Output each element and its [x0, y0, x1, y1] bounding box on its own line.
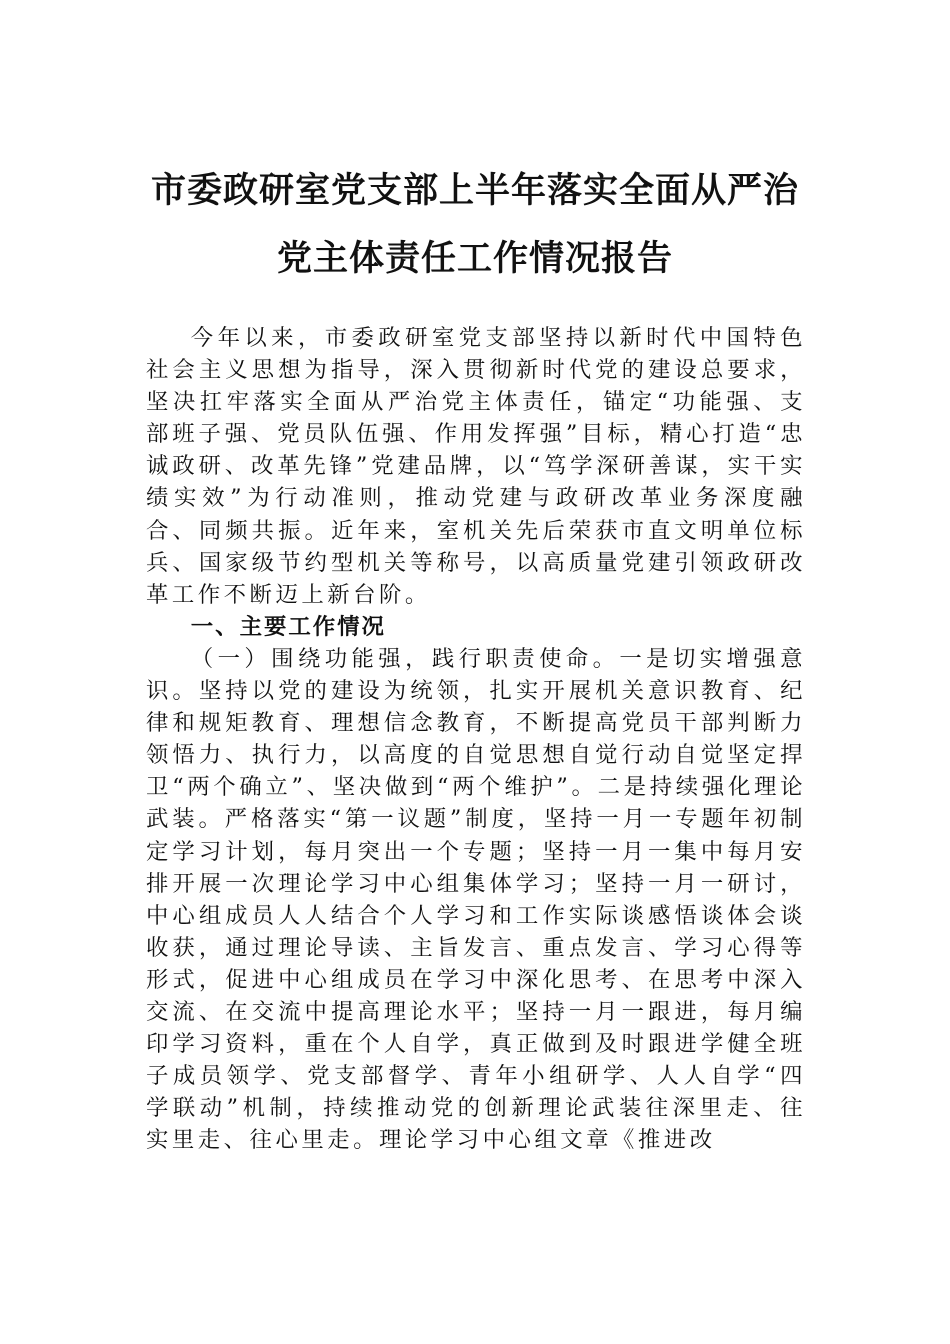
- intro-paragraph: 今年以来，市委政研室党支部坚持以新时代中国特色社会主义思想为指导，深入贯彻新时代党的建设总要求，坚决扛牢落实全面从严治党主体责任，锚定“功能强、支部班子强、党员队伍强、作用发挥强”目标，精心打造“忠诚政研、改革先锋”党建品牌，以“笃学深研善谋，实干实绩实效”为行动准则，推动党建与政研改革业务深度融合、同频共振。近年来，室机关先后荣获市直文明单位标兵、国家级节约型机关等称号，以高质量党建引领政研改革工作不断迈上新台阶。: [146, 325, 806, 608]
- document-title-line-1: 市委政研室党支部上半年落实全面从严治: [150, 170, 799, 211]
- document-body: [146, 322, 806, 1156]
- document-title-line-2: 党主体责任工作情况报告: [276, 238, 673, 279]
- section-heading: 一、主要工作情况: [190, 613, 386, 640]
- body-paragraph: （一）围绕功能强，践行职责使命。一是切实增强意识。坚持以党的建设为统领，扎实开展机关意识教育、纪律和规矩教育、理想信念教育，不断提高党员干部判断力领悟力、执行力，以高度的自觉思想自觉行动自觉坚定捍卫“两个确立”、坚决做到“两个维护”。二是持续强化理论武装。严格落实“第一议题”制度，坚持一月一专题年初制定学习计划，每月突出一个专题；坚持一月一集中每月安排开展一次理论学习中心组集体学习；坚持一月一研讨，中心组成员人人结合个人学习和工作实际谈感悟谈体会谈收获，通过理论导读、主旨发言、重点发言、学习心得等形式，促进中心组成员在学习中深化思考、在思考中深入交流、在交流中提高理论水平；坚持一月一跟进，每月编印学习资料，重在个人自学，真正做到及时跟进学健全班子成员领学、党支部督学、青年小组研学、人人自学“四学联动”机制，持续推动党的创新理论武装往深里走、往实里走、往心里走。理论学习中心组文章《推进改: [146, 645, 806, 1154]
